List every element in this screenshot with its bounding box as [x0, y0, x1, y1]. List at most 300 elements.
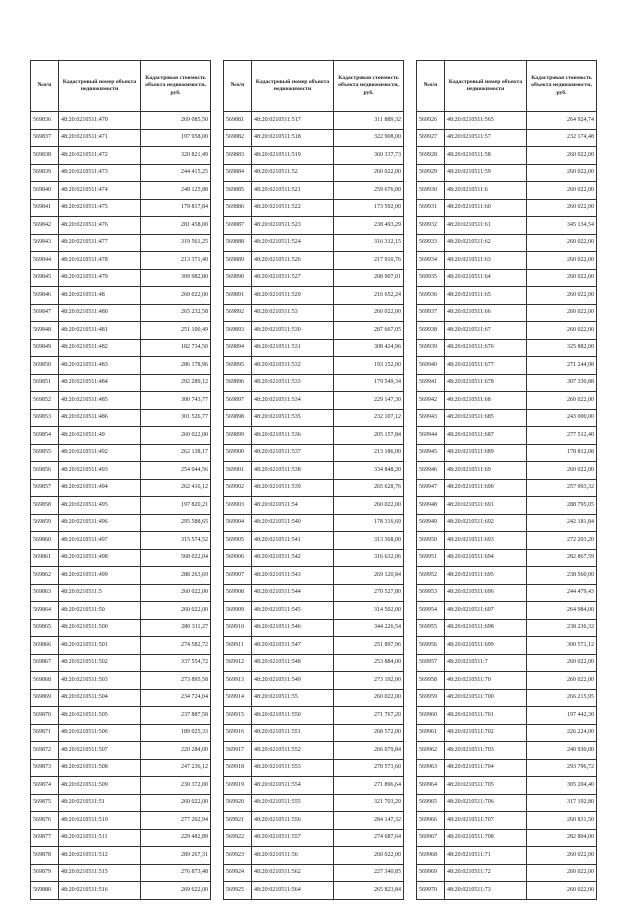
cadastral-value: 232 174,48 [527, 129, 597, 147]
row-number: 569904 [224, 514, 252, 532]
cadastral-value: 260 022,00 [527, 164, 597, 182]
cadastral-number: 48:20:0210511:557 [252, 829, 334, 847]
cadastral-value: 262 138,17 [141, 444, 211, 462]
cadastral-value: 244 415,25 [141, 164, 211, 182]
cadastral-number: 48:20:0210511:706 [445, 794, 527, 812]
row-number: 569859 [31, 514, 59, 532]
cadastral-number: 48:20:0210511:516 [59, 882, 141, 900]
cadastral-number: 48:20:0210511:564 [252, 882, 334, 900]
row-number: 569953 [417, 584, 445, 602]
cadastral-number: 48:20:0210511:531 [252, 339, 334, 357]
row-number: 569962 [417, 742, 445, 760]
cadastral-number: 48:20:0210511:502 [59, 654, 141, 672]
row-number: 569851 [31, 374, 59, 392]
row-number: 569933 [417, 234, 445, 252]
cadastral-number: 48:20:0210511:507 [59, 742, 141, 760]
table-row [31, 584, 211, 602]
cadastral-value: 197 442,30 [527, 707, 597, 725]
row-number: 569932 [417, 217, 445, 235]
header-cadastral-number: Кадастровый номер объекта недвижимости [59, 61, 141, 112]
cadastral-number: 48:20:0210511:704 [445, 759, 527, 777]
row-number: 569852 [31, 392, 59, 410]
table-header-row [224, 61, 404, 112]
table-row [224, 532, 404, 550]
table-row [31, 707, 211, 725]
table-row [31, 689, 211, 707]
cadastral-value: 229 147,30 [334, 392, 404, 410]
row-number: 569944 [417, 427, 445, 445]
row-number: 569856 [31, 462, 59, 480]
table-row [224, 742, 404, 760]
cadastral-value: 274 687,64 [334, 829, 404, 847]
row-number: 569949 [417, 514, 445, 532]
cadastral-value: 308 424,96 [334, 339, 404, 357]
table-row [224, 217, 404, 235]
row-number: 569947 [417, 479, 445, 497]
cadastral-number: 48:20:0210511:64 [445, 269, 527, 287]
cadastral-value: 325 882,00 [527, 339, 597, 357]
cadastral-value: 282 804,00 [527, 829, 597, 847]
row-number: 569929 [417, 164, 445, 182]
cadastral-value: 216 652,24 [334, 287, 404, 305]
row-number: 569968 [417, 847, 445, 865]
row-number: 569893 [224, 322, 252, 340]
table-row [417, 322, 597, 340]
cadastral-number: 48:20:0210511:553 [252, 759, 334, 777]
header-cadastral-number: Кадастровый номер объекта недвижимости [252, 61, 334, 112]
cadastral-value: 232 107,12 [334, 409, 404, 427]
cadastral-value: 208 907,01 [334, 269, 404, 287]
table-row [224, 602, 404, 620]
table-row [31, 217, 211, 235]
cadastral-number: 48:20:0210511:562 [252, 864, 334, 882]
row-number: 569969 [417, 864, 445, 882]
table-row [417, 829, 597, 847]
cadastral-value: 217 910,76 [334, 252, 404, 270]
table-row [224, 829, 404, 847]
table-row [224, 269, 404, 287]
cadastral-value: 314 502,00 [334, 602, 404, 620]
cadastral-value: 282 867,59 [527, 549, 597, 567]
table-row [31, 847, 211, 865]
cadastral-value: 270 527,80 [334, 584, 404, 602]
row-number: 569940 [417, 357, 445, 375]
cadastral-number: 48:20:0210511:49 [59, 427, 141, 445]
cadastral-number: 48:20:0210511:549 [252, 672, 334, 690]
cadastral-value: 260 022,00 [527, 287, 597, 305]
cadastral-number: 48:20:0210511:498 [59, 549, 141, 567]
cadastral-value: 182 734,50 [141, 339, 211, 357]
table-row [31, 794, 211, 812]
cadastral-number: 48:20:0210511:55 [252, 689, 334, 707]
cadastral-number: 48:20:0210511:530 [252, 322, 334, 340]
table-row [224, 637, 404, 655]
table-row [417, 357, 597, 375]
cadastral-number: 48:20:0210511:61 [445, 217, 527, 235]
row-number: 569879 [31, 864, 59, 882]
row-number: 569881 [224, 112, 252, 130]
cadastral-number: 48:20:0210511:60 [445, 199, 527, 217]
cadastral-value: 197 820,21 [141, 497, 211, 515]
cadastral-number: 48:20:0210511:519 [252, 147, 334, 165]
cadastral-number: 48:20:0210511:50 [59, 602, 141, 620]
cadastral-value: 251 897,96 [334, 637, 404, 655]
table-row [224, 409, 404, 427]
row-number: 569858 [31, 497, 59, 515]
cadastral-number: 48:20:0210511:692 [445, 514, 527, 532]
row-number: 569924 [224, 864, 252, 882]
row-number: 569890 [224, 269, 252, 287]
cadastral-value: 284 147,32 [334, 812, 404, 830]
cadastral-number: 48:20:0210511:524 [252, 234, 334, 252]
table-row [31, 199, 211, 217]
cadastral-number: 48:20:0210511:52 [252, 164, 334, 182]
table-row [31, 654, 211, 672]
table-row [31, 234, 211, 252]
cadastral-number: 48:20:0210511:70 [445, 672, 527, 690]
cadastral-value: 244 479,43 [527, 584, 597, 602]
header-cadastral-number: Кадастровый номер объекта недвижимости [445, 61, 527, 112]
cadastral-number: 48:20:0210511:479 [59, 269, 141, 287]
cadastral-value: 247 236,12 [141, 759, 211, 777]
cadastral-value: 220 284,00 [141, 742, 211, 760]
table-row [224, 497, 404, 515]
cadastral-value: 288 263,69 [141, 567, 211, 585]
row-number: 569956 [417, 637, 445, 655]
cadastral-number: 48:20:0210511:471 [59, 129, 141, 147]
row-number: 569855 [31, 444, 59, 462]
cadastral-value: 260 022,00 [527, 462, 597, 480]
header-cadastral-value: Кадастровая стоимость объекта недвижимости, руб. [141, 61, 211, 112]
cadastral-number: 48:20:0210511:695 [445, 567, 527, 585]
row-number: 569919 [224, 777, 252, 795]
row-number: 569961 [417, 724, 445, 742]
cadastral-value: 280 311,27 [141, 619, 211, 637]
row-number: 569880 [31, 882, 59, 900]
cadastral-number: 48:20:0210511:697 [445, 602, 527, 620]
cadastral-number: 48:20:0210511:480 [59, 304, 141, 322]
cadastral-value: 266 215,95 [527, 689, 597, 707]
cadastral-number: 48:20:0210511:543 [252, 567, 334, 585]
cadastral-number: 48:20:0210511:526 [252, 252, 334, 270]
cadastral-number: 48:20:0210511:538 [252, 462, 334, 480]
table-row [224, 444, 404, 462]
cadastral-number: 48:20:0210511:484 [59, 374, 141, 392]
row-number: 569958 [417, 672, 445, 690]
cadastral-value: 260 022,00 [527, 269, 597, 287]
table-row [417, 759, 597, 777]
row-number: 569967 [417, 829, 445, 847]
table-row [31, 882, 211, 900]
row-number: 569963 [417, 759, 445, 777]
cadastral-value: 262 416,12 [141, 479, 211, 497]
cadastral-number: 48:20:0210511:475 [59, 199, 141, 217]
table-row [417, 689, 597, 707]
row-number: 569903 [224, 497, 252, 515]
cadastral-value: 260 022,00 [527, 672, 597, 690]
cadastral-value: 568 022,04 [141, 549, 211, 567]
cadastral-value: 260 022,00 [527, 147, 597, 165]
table-row [417, 532, 597, 550]
cadastral-value: 189 025,33 [141, 724, 211, 742]
cadastral-number: 48:20:0210511:552 [252, 742, 334, 760]
table-row [224, 794, 404, 812]
row-number: 569923 [224, 847, 252, 865]
row-number: 569871 [31, 724, 59, 742]
row-number: 569925 [224, 882, 252, 900]
row-number: 569882 [224, 129, 252, 147]
cadastral-value: 259 676,00 [334, 182, 404, 200]
table-row [417, 444, 597, 462]
cadastral-value: 265 628,76 [334, 479, 404, 497]
cadastral-value: 179 549,34 [334, 374, 404, 392]
row-number: 569886 [224, 199, 252, 217]
table-row [417, 234, 597, 252]
cadastral-number: 48:20:0210511:509 [59, 777, 141, 795]
cadastral-number: 48:20:0210511:541 [252, 532, 334, 550]
row-number: 569922 [224, 829, 252, 847]
table-row [417, 864, 597, 882]
row-number: 569935 [417, 269, 445, 287]
cadastral-number: 48:20:0210511:551 [252, 724, 334, 742]
table-row [224, 777, 404, 795]
cadastral-value: 277 202,94 [141, 812, 211, 830]
cadastral-value: 287 667,05 [334, 322, 404, 340]
table-row [417, 252, 597, 270]
cadastral-number: 48:20:0210511:690 [445, 479, 527, 497]
row-number: 569836 [31, 112, 59, 130]
cadastral-value: 344 226,54 [334, 619, 404, 637]
cadastral-value: 260 022,00 [527, 182, 597, 200]
cadastral-number: 48:20:0210511:534 [252, 392, 334, 410]
row-number: 569970 [417, 882, 445, 900]
cadastral-number: 48:20:0210511:56 [252, 847, 334, 865]
row-number: 569906 [224, 549, 252, 567]
cadastral-value: 253 884,00 [334, 654, 404, 672]
cadastral-number: 48:20:0210511:499 [59, 567, 141, 585]
cadastral-number: 48:20:0210511:57 [445, 129, 527, 147]
table-row [224, 549, 404, 567]
row-number: 569938 [417, 322, 445, 340]
row-number: 569853 [31, 409, 59, 427]
row-number: 569927 [417, 129, 445, 147]
table-row [224, 252, 404, 270]
cadastral-value: 260 022,00 [141, 794, 211, 812]
cadastral-number: 48:20:0210511:700 [445, 689, 527, 707]
row-number: 569841 [31, 199, 59, 217]
row-number: 569900 [224, 444, 252, 462]
cadastral-number: 48:20:0210511:696 [445, 584, 527, 602]
table-row [31, 514, 211, 532]
table-row [417, 287, 597, 305]
cadastral-number: 48:20:0210511:504 [59, 689, 141, 707]
header-number: №п/п [31, 61, 59, 112]
table-row [224, 479, 404, 497]
row-number: 569862 [31, 567, 59, 585]
cadastral-number: 48:20:0210511:707 [445, 812, 527, 830]
row-number: 569911 [224, 637, 252, 655]
row-number: 569846 [31, 287, 59, 305]
table-row [31, 812, 211, 830]
table-row [417, 374, 597, 392]
cadastral-number: 48:20:0210511:6 [445, 182, 527, 200]
table-row [417, 602, 597, 620]
cadastral-value: 260 022,00 [334, 304, 404, 322]
cadastral-number: 48:20:0210511:495 [59, 497, 141, 515]
cadastral-number: 48:20:0210511:473 [59, 164, 141, 182]
cadastral-value: 315 574,52 [141, 532, 211, 550]
row-number: 569928 [417, 147, 445, 165]
table-row [224, 287, 404, 305]
cadastral-number: 48:20:0210511:494 [59, 479, 141, 497]
row-number: 569889 [224, 252, 252, 270]
row-number: 569857 [31, 479, 59, 497]
cadastral-number: 48:20:0210511:527 [252, 269, 334, 287]
cadastral-number: 48:20:0210511:478 [59, 252, 141, 270]
row-number: 569945 [417, 444, 445, 462]
cadastral-value: 301 526,77 [141, 409, 211, 427]
table-row [31, 759, 211, 777]
cadastral-value: 300 571,12 [527, 637, 597, 655]
header-cadastral-value: Кадастровая стоимость объекта недвижимости, руб. [527, 61, 597, 112]
table-row [31, 742, 211, 760]
cadastral-number: 48:20:0210511:685 [445, 409, 527, 427]
cadastral-value: 286 178,96 [141, 357, 211, 375]
row-number: 569844 [31, 252, 59, 270]
table-row [224, 374, 404, 392]
row-number: 569939 [417, 339, 445, 357]
cadastral-number: 48:20:0210511:548 [252, 654, 334, 672]
header-number: №п/п [417, 61, 445, 112]
cadastral-number: 48:20:0210511:48 [59, 287, 141, 305]
cadastral-number: 48:20:0210511:677 [445, 357, 527, 375]
cadastral-value: 213 371,40 [141, 252, 211, 270]
row-number: 569876 [31, 812, 59, 830]
cadastral-value: 276 873,48 [141, 864, 211, 882]
cadastral-value: 311 889,32 [334, 112, 404, 130]
row-number: 569872 [31, 742, 59, 760]
row-number: 569918 [224, 759, 252, 777]
cadastral-value: 288 795,05 [527, 497, 597, 515]
cadastral-value: 193 152,00 [334, 357, 404, 375]
cadastral-value: 321 703,20 [334, 794, 404, 812]
row-number: 569966 [417, 812, 445, 830]
table-row [417, 182, 597, 200]
cadastral-number: 48:20:0210511:554 [252, 777, 334, 795]
cadastral-number: 48:20:0210511:5 [59, 584, 141, 602]
table-row [417, 672, 597, 690]
table-row [224, 164, 404, 182]
cadastral-value: 229 482,89 [141, 829, 211, 847]
table-row [417, 409, 597, 427]
table-row [31, 409, 211, 427]
cadastral-number: 48:20:0210511:691 [445, 497, 527, 515]
row-number: 569921 [224, 812, 252, 830]
cadastral-number: 48:20:0210511:506 [59, 724, 141, 742]
cadastral-value: 272 203,20 [527, 532, 597, 550]
row-number: 569839 [31, 164, 59, 182]
row-number: 569838 [31, 147, 59, 165]
cadastral-number: 48:20:0210511:539 [252, 479, 334, 497]
table-row [224, 882, 404, 900]
cadastral-value: 260 022,00 [527, 234, 597, 252]
cadastral-value: 271 244,98 [527, 357, 597, 375]
table-row [31, 532, 211, 550]
cadastral-number: 48:20:0210511:474 [59, 182, 141, 200]
cadastral-value: 242 181,84 [527, 514, 597, 532]
cadastral-value: 317 192,80 [527, 794, 597, 812]
cadastral-value: 178 316,69 [334, 514, 404, 532]
cadastral-value: 313 368,00 [334, 532, 404, 550]
row-number: 569908 [224, 584, 252, 602]
table-row [224, 847, 404, 865]
cadastral-number: 48:20:0210511:515 [59, 864, 141, 882]
cadastral-number: 48:20:0210511:532 [252, 357, 334, 375]
row-number: 569878 [31, 847, 59, 865]
row-number: 569907 [224, 567, 252, 585]
cadastral-value: 293 796,72 [527, 759, 597, 777]
row-number: 569934 [417, 252, 445, 270]
row-number: 569867 [31, 654, 59, 672]
cadastral-value: 260 022,00 [141, 602, 211, 620]
cadastral-number: 48:20:0210511:73 [445, 882, 527, 900]
row-number: 569955 [417, 619, 445, 637]
table-row [417, 724, 597, 742]
row-number: 569888 [224, 234, 252, 252]
table-row [31, 147, 211, 165]
row-number: 569910 [224, 619, 252, 637]
row-number: 569884 [224, 164, 252, 182]
table-row [417, 339, 597, 357]
table-row [224, 759, 404, 777]
row-number: 569885 [224, 182, 252, 200]
header-number: №п/п [224, 61, 252, 112]
cadastral-value: 254 044,56 [141, 462, 211, 480]
cadastral-number: 48:20:0210511:508 [59, 759, 141, 777]
cadastral-value: 269 622,00 [141, 882, 211, 900]
row-number: 569863 [31, 584, 59, 602]
cadastral-value: 213 186,00 [334, 444, 404, 462]
cadastral-number: 48:20:0210511:7 [445, 654, 527, 672]
row-number: 569952 [417, 567, 445, 585]
cadastral-number: 48:20:0210511:470 [59, 112, 141, 130]
cadastral-value: 260 022,00 [141, 584, 211, 602]
cadastral-value: 251 100,49 [141, 322, 211, 340]
cadastral-number: 48:20:0210511:67 [445, 322, 527, 340]
cadastral-value: 273 895,58 [141, 672, 211, 690]
cadastral-value: 270 573,60 [334, 759, 404, 777]
cadastral-number: 48:20:0210511:511 [59, 829, 141, 847]
table-row [224, 339, 404, 357]
table-row [224, 707, 404, 725]
cadastral-number: 48:20:0210511:676 [445, 339, 527, 357]
cadastral-value: 345 134,54 [527, 217, 597, 235]
row-number: 569917 [224, 742, 252, 760]
row-number: 569931 [417, 199, 445, 217]
row-number: 569874 [31, 777, 59, 795]
table-row [417, 654, 597, 672]
table-row [417, 147, 597, 165]
cadastral-number: 48:20:0210511:544 [252, 584, 334, 602]
cadastral-number: 48:20:0210511:493 [59, 462, 141, 480]
table-row [224, 304, 404, 322]
table-row [31, 252, 211, 270]
cadastral-value: 260 022,00 [527, 864, 597, 882]
table-row [417, 112, 597, 130]
table-row [224, 199, 404, 217]
cadastral-number: 48:20:0210511:694 [445, 549, 527, 567]
row-number: 569868 [31, 672, 59, 690]
